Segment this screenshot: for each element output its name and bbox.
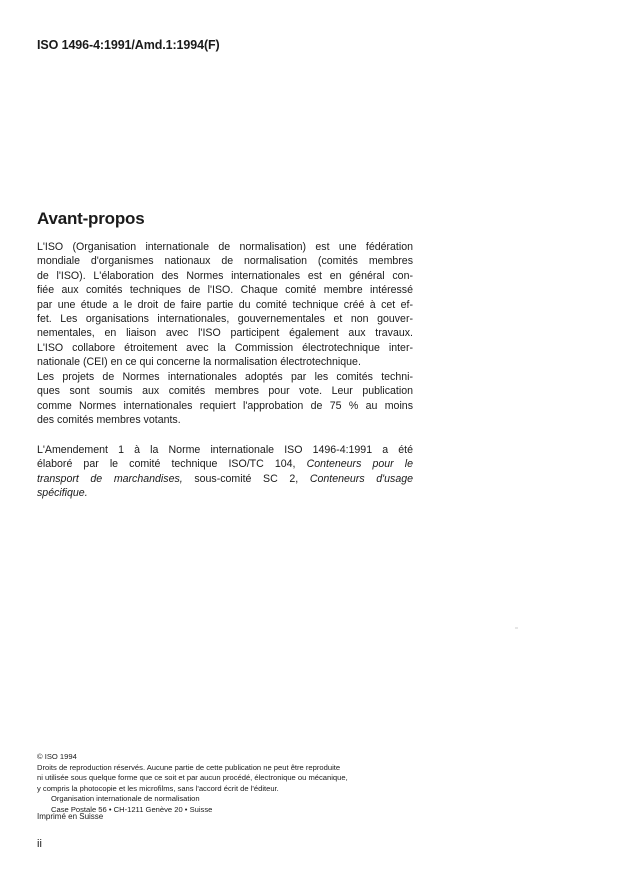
rights-line: Droits de reproduction réservés. Aucune partie de cette publication ne peut être reproduite <box>37 762 341 772</box>
text-line: fiée aux comités techniques de l'ISO. Chaque comité membre intéressé <box>37 284 413 297</box>
text-line <box>37 486 413 500</box>
committee-title-italic: transport de marchandises, <box>37 472 183 485</box>
subcommittee-title-italic: spécifique. <box>37 487 88 500</box>
text-line <box>37 457 413 471</box>
subcommittee-title-italic: Conteneurs d'usage <box>309 472 414 485</box>
text-line: Les projets de Normes internationales adoptés par les comités techni- <box>37 371 413 383</box>
text-line <box>37 472 413 486</box>
rights-line: y compris la photocopie et les microfilms, sans l'accord écrit de l'éditeur. <box>37 783 279 793</box>
text-span: élaboré par le comité technique ISO/TC 104, <box>37 458 307 471</box>
text-line: par une étude a le droit de faire partie du comité technique créé à cet ef- <box>37 298 413 311</box>
foreword-paragraph-3 <box>37 443 413 501</box>
rights-line: ni utilisée sous quelque forme que ce soit et par aucun procédé, électronique ou mécanique, <box>37 773 348 783</box>
text-line: L'Amendement 1 à la Norme internationale ISO 1496-4:1991 a été <box>37 444 413 456</box>
organization-address: Case Postale 56 • CH-1211 Genève 20 • Suisse <box>51 804 213 814</box>
foreword-paragraph-2 <box>37 370 413 428</box>
copyright-block <box>37 752 427 816</box>
copyright-notice: © ISO 1994 <box>37 752 77 761</box>
text-line: L'ISO collabore étroitement avec la Commission électrotechnique inter- <box>37 341 413 354</box>
text-span: sous-comité SC 2, <box>182 472 310 485</box>
text-line: fet. Les organisations internationales, gouvernementales et non gouver- <box>37 313 413 326</box>
text-line: nationale (CEI) en ce qui concerne la normalisation électrotechnique. <box>37 356 361 369</box>
text-line: de l'ISO). L'élaboration des Normes internationales est en général con- <box>37 269 413 282</box>
text-line: L'ISO (Organisation internationale de normalisation) est une fédération <box>37 241 413 253</box>
committee-title-italic: Conteneurs pour le <box>306 458 413 471</box>
text-line: nementales, en liaison avec l'ISO participent également aux travaux. <box>37 327 413 340</box>
printed-in-notice: Imprimé en Suisse <box>37 812 104 821</box>
organization-name: Organisation internationale de normalisation <box>51 794 200 804</box>
document-id-header: ISO 1496-4:1991/Amd.1:1994(F) <box>37 38 220 52</box>
section-title: Avant-propos <box>37 209 145 228</box>
foreword-paragraph-1 <box>37 240 413 370</box>
text-line: mondiale d'organismes nationaux de normalisation (comités membres <box>37 255 413 268</box>
text-line: des comités membres votants. <box>37 414 181 427</box>
scan-artifact <box>515 627 518 629</box>
text-line: comme Normes internationales requiert l'approbation de 75 % au moins <box>37 399 413 412</box>
text-line: ques sont soumis aux comités membres pour vote. Leur publication <box>37 385 413 398</box>
page-number: ii <box>37 838 42 850</box>
